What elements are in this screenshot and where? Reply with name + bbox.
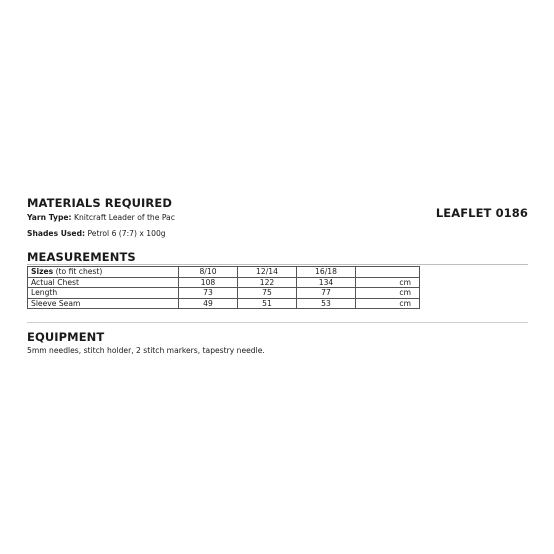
- table-row: [28, 298, 420, 309]
- shades-used-line: [27, 229, 166, 238]
- value-cell: 77: [297, 288, 356, 299]
- value-cell: 53: [297, 298, 356, 309]
- equipment-text: 5mm needles, stitch holder, 2 stitch markers, tapestry needle.: [27, 346, 265, 355]
- measurements-table: [27, 266, 420, 309]
- yarn-type-line: [27, 213, 175, 222]
- leaflet-number: LEAFLET 0186: [435, 206, 528, 220]
- sizes-label-note: (to fit chest): [55, 267, 103, 276]
- table-row: [28, 288, 420, 299]
- unit-cell: cm: [356, 288, 420, 299]
- table-row: [28, 277, 420, 288]
- value-cell: 73: [179, 288, 238, 299]
- size-cell: 16/18: [297, 267, 356, 278]
- yarn-type-label: Yarn Type:: [27, 213, 72, 222]
- sizes-label: Sizes: [31, 267, 54, 276]
- equipment-heading: EQUIPMENT: [27, 330, 105, 344]
- sizes-header-cell: [28, 267, 179, 278]
- shades-used-label: Shades Used:: [27, 229, 86, 238]
- row-label: Length: [28, 288, 179, 299]
- row-label: Sleeve Seam: [28, 298, 179, 309]
- value-cell: 108: [179, 277, 238, 288]
- yarn-type-value: Knitcraft Leader of the Pac: [74, 213, 175, 222]
- value-cell: 51: [238, 298, 297, 309]
- shades-used-value: Petrol 6 (7:7) x 100g: [87, 229, 166, 238]
- section-divider: [27, 322, 528, 323]
- unit-cell: cm: [356, 277, 420, 288]
- value-cell: 122: [238, 277, 297, 288]
- size-cell: 8/10: [179, 267, 238, 278]
- unit-cell: cm: [356, 298, 420, 309]
- measurements-heading: MEASUREMENTS: [27, 250, 136, 264]
- row-label: Actual Chest: [28, 277, 179, 288]
- unit-header-cell: [356, 267, 420, 278]
- value-cell: 134: [297, 277, 356, 288]
- value-cell: 75: [238, 288, 297, 299]
- size-cell: 12/14: [238, 267, 297, 278]
- materials-required-heading: MATERIALS REQUIRED: [27, 196, 172, 210]
- table-header-row: [28, 267, 420, 278]
- value-cell: 49: [179, 298, 238, 309]
- table-top-rule: [27, 264, 528, 265]
